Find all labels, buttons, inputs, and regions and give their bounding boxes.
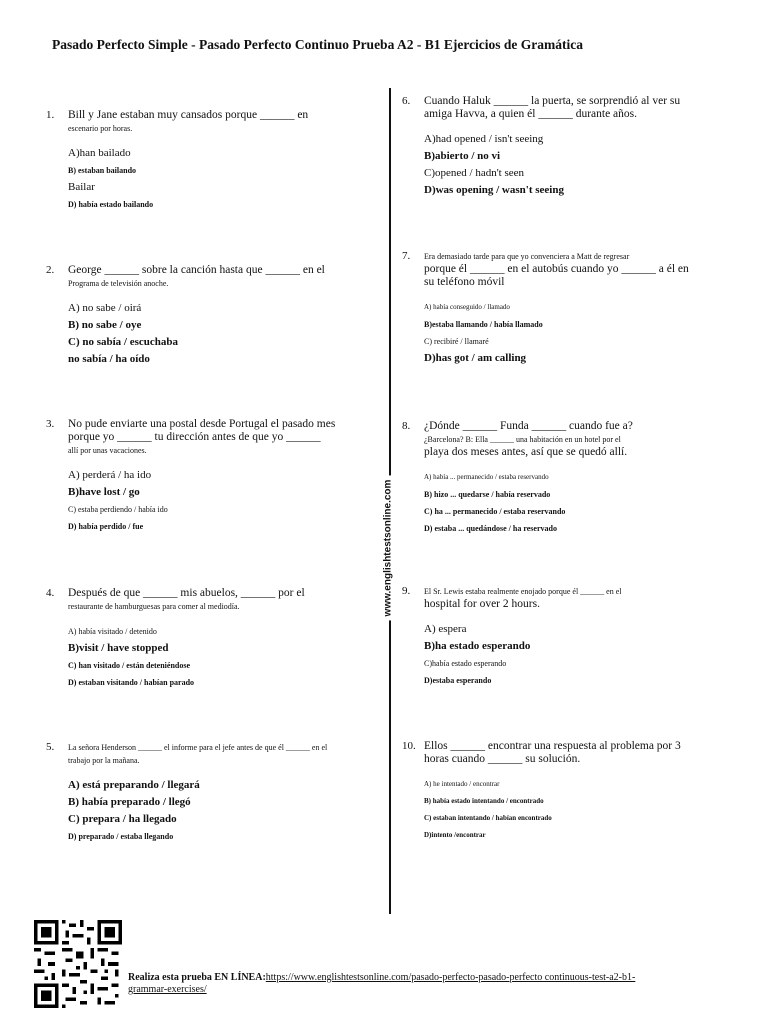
options xyxy=(424,469,694,537)
option-a[interactable]: A) había visitado / detenido xyxy=(68,627,157,636)
question-text: George ______ sobre la canción hasta que ______ en el Programa de televisión anoche. xyxy=(68,264,325,288)
option-c[interactable]: C) estaba perdiendo / había ido xyxy=(68,505,168,514)
option-d[interactable]: D)was opening / wasn't seeing xyxy=(424,184,564,196)
option-d[interactable]: D) había perdido / fue xyxy=(68,522,144,531)
question-5 xyxy=(46,741,338,845)
question-number: 1. xyxy=(46,109,55,121)
question-number: 9. xyxy=(402,585,411,597)
question-6 xyxy=(402,95,694,199)
question-7 xyxy=(402,250,694,367)
option-d[interactable]: D)has got / am calling xyxy=(424,352,527,364)
options xyxy=(68,777,338,845)
question-number: 2. xyxy=(46,264,55,276)
question-number: 4. xyxy=(46,587,55,599)
option-b[interactable]: B) había estado intentando / encontrado xyxy=(424,797,544,805)
question-text: Después de que ______ mis abuelos, ______ por el restaurante de hamburguesas para comer al mediodía. xyxy=(68,587,305,611)
option-a[interactable]: A) espera xyxy=(424,623,467,635)
question-number: 7. xyxy=(402,250,411,262)
option-a[interactable]: A) perderá / ha ido xyxy=(68,469,152,481)
options xyxy=(68,623,338,691)
option-d[interactable]: no sabía / ha oído xyxy=(68,353,150,365)
options xyxy=(424,776,694,844)
option-b[interactable]: B) estaban bailando xyxy=(68,166,137,175)
option-c[interactable]: C) prepara / ha llegado xyxy=(68,813,177,825)
options xyxy=(424,621,694,689)
option-b[interactable]: B)ha estado esperando xyxy=(424,640,531,652)
question-9 xyxy=(402,585,694,689)
footer-label: Realiza esta prueba EN LÍNEA: xyxy=(128,972,266,983)
question-1 xyxy=(46,109,338,213)
option-a[interactable]: A) está preparando / llegará xyxy=(68,779,200,791)
question-3 xyxy=(46,418,338,535)
question-10 xyxy=(402,740,694,844)
option-b[interactable]: B)estaba llamando / había llamado xyxy=(424,320,543,329)
options xyxy=(424,299,694,367)
option-a[interactable]: A) no sabe / oirá xyxy=(68,302,142,314)
option-b[interactable]: B)visit / have stopped xyxy=(68,642,169,654)
option-b[interactable]: B) hizo ... quedarse / había reservado xyxy=(424,490,551,499)
question-4 xyxy=(46,587,338,691)
option-c[interactable]: C) no sabía / escuchaba xyxy=(68,336,179,348)
option-c[interactable]: C) ha ... permanecido / estaba reservando xyxy=(424,507,566,516)
options xyxy=(68,300,338,368)
question-text: Bill y Jane estaban muy cansados porque ______ en escenario por horas. xyxy=(68,109,309,133)
option-a[interactable]: A) había conseguido / llamado xyxy=(424,303,510,311)
question-text: ¿Dónde ______ Funda ______ cuando fue a? ¿Barcelona? B: Ella ______ una habitación en un hotel por el playa dos meses antes, así que se quedó allí. xyxy=(424,420,633,458)
option-a[interactable]: A)had opened / isn't seeing xyxy=(424,133,544,145)
options xyxy=(424,131,694,199)
question-text: Ellos ______ encontrar una respuesta al problema por 3 horas cuando ______ su solución. xyxy=(424,740,681,765)
question-text: Cuando Haluk ______ la puerta, se sorprendió al ver su amiga Havva, a quien él ______ durante años. xyxy=(424,95,681,120)
options xyxy=(68,145,338,213)
qr-code-icon[interactable] xyxy=(34,920,122,1008)
question-2 xyxy=(46,264,338,368)
option-d[interactable]: D) había estado bailando xyxy=(68,200,154,209)
question-8 xyxy=(402,420,694,537)
option-b[interactable]: B) había preparado / llegó xyxy=(68,796,191,808)
question-text: La señora Henderson ______ el informe para el jefe antes de que él ______ en el trabajo por la mañana. xyxy=(68,743,328,765)
option-c[interactable]: Bailar xyxy=(68,181,95,193)
question-number: 10. xyxy=(402,740,416,752)
option-c[interactable]: C) recibiré / llamaré xyxy=(424,337,489,346)
vertical-watermark: www.englishtestsonline.com xyxy=(383,476,394,621)
option-b[interactable]: B)abierto / no vi xyxy=(424,150,501,162)
footer-url-link[interactable]: https://www.englishtestsonline.com/pasado-perfecto-pasado-perfecto continuous-test-a2-b1-grammar-exercises/ xyxy=(128,972,636,995)
question-text: No pude enviarte una postal desde Portugal el pasado mes porque yo ______ tu dirección antes de que yo ______ allí por unas vacaciones. xyxy=(68,418,336,455)
option-c[interactable]: C) han visitado / están deteniéndose xyxy=(68,661,191,670)
option-d[interactable]: D) estaba ... quedándose / ha reservado xyxy=(424,524,557,533)
option-a[interactable]: A) había ... permanecido / estaba reservando xyxy=(424,473,549,481)
option-c[interactable]: C)había estado esperando xyxy=(424,659,507,668)
option-c[interactable]: C) estaban intentando / habían encontrado xyxy=(424,814,552,822)
option-d[interactable]: D) preparado / estaba llegando xyxy=(68,832,174,841)
option-a[interactable]: A)han bailado xyxy=(68,147,131,159)
question-text: Era demasiado tarde para que yo convenciera a Matt de regresar porque él ______ en el autobús cuando yo ______ a él en su teléfono móvil xyxy=(424,252,689,288)
option-c[interactable]: C)opened / hadn't seen xyxy=(424,167,525,179)
option-a[interactable]: A) he intentado / encontrar xyxy=(424,780,500,788)
question-text: El Sr. Lewis estaba realmente enojado porque él ______ en el hospital for over 2 hours. xyxy=(424,587,622,610)
page-title: Pasado Perfecto Simple - Pasado Perfecto Continuo Prueba A2 - B1 Ejercicios de Gramática xyxy=(52,37,584,52)
question-number: 5. xyxy=(46,741,55,753)
question-number: 6. xyxy=(402,95,411,107)
option-b[interactable]: B) no sabe / oye xyxy=(68,319,142,331)
options xyxy=(68,467,338,535)
option-b[interactable]: B)have lost / go xyxy=(68,486,140,498)
option-d[interactable]: D)intento /encontrar xyxy=(424,831,486,839)
option-d[interactable]: D)estaba esperando xyxy=(424,676,492,685)
footer-online-link xyxy=(128,972,668,996)
question-number: 8. xyxy=(402,420,411,432)
question-number: 3. xyxy=(46,418,55,430)
option-d[interactable]: D) estaban visitando / habían parado xyxy=(68,678,195,687)
